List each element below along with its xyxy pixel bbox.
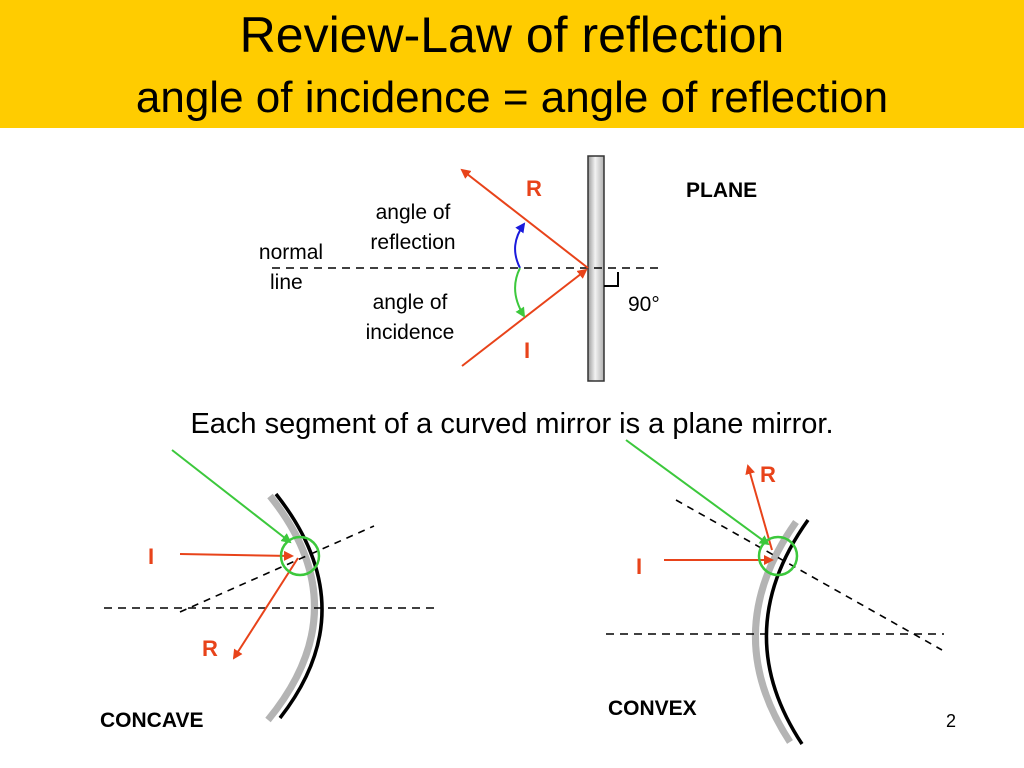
convex-mirror-label: CONVEX [608,697,697,720]
normal-line-label-2: line [270,271,303,294]
slide-title: Review-Law of reflection [239,7,785,63]
plane-reflected-label: R [526,176,542,201]
convex-reflected-label: R [760,462,776,487]
incidence-angle-arc [515,268,524,316]
angle-of-incidence-line-2: incidence [365,321,455,344]
convex-incident-label: I [636,554,643,579]
convex-normal-line [676,500,942,650]
convex-green-ray [626,440,768,544]
angle-of-incidence-line-1: angle of [372,291,448,314]
right-angle-label: 90° [628,293,660,316]
concave-reflected-label: R [202,636,218,661]
angle-of-reflection-label [358,198,468,258]
concave-incident-ray [180,554,292,556]
angle-of-reflection-line-2: reflection [370,231,456,254]
normal-line-label-1: normal [258,241,324,264]
curved-mirror-statement: Each segment of a curved mirror is a plane mirror. [190,408,834,440]
page-number: 2 [946,711,957,731]
concave-normal-line [180,526,374,612]
slide-subtitle: angle of incidence = angle of reflection [135,73,889,122]
plane-mirror-label: PLANE [686,179,758,202]
angle-of-reflection-line-1: angle of [375,201,451,224]
plane-incident-label: I [524,338,531,363]
right-angle-marker [604,272,618,286]
concave-mirror-label: CONCAVE [100,709,204,732]
normal-line-label [248,238,334,298]
concave-incident-label: I [148,544,155,569]
plane-reflected-ray [462,170,588,268]
angle-of-incidence-label [354,288,466,348]
reflection-angle-arc [515,224,524,268]
convex-mirror-shadow [755,522,796,742]
